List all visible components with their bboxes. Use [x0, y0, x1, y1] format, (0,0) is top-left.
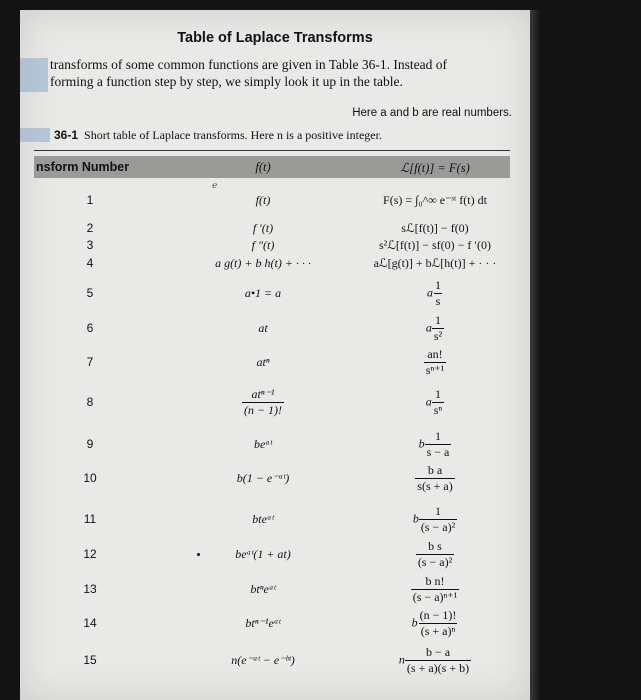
row-fs-coefficient: a — [425, 394, 432, 409]
intro-line-2: forming a function step by step, we simply look it up in the table. — [50, 74, 403, 89]
row-ft-numerator: atⁿ⁻¹ — [251, 387, 275, 401]
row-number: 14 — [83, 616, 97, 630]
table-caption-text: Short table of Laplace transforms. Here n is a positive integer. — [84, 128, 382, 142]
highlight-mark — [20, 58, 48, 75]
row-fs-coefficient: n — [398, 652, 405, 667]
row-ft — [198, 387, 328, 418]
row-fs — [350, 278, 520, 309]
table-top-rule — [34, 150, 510, 151]
row-fs — [350, 645, 520, 676]
row-number: 6 — [86, 321, 94, 335]
row-number: 9 — [86, 437, 94, 451]
row-fs-coefficient: b — [412, 511, 419, 526]
row-fs-denominator: s² — [433, 329, 443, 343]
row-fs-fraction — [433, 278, 443, 309]
row-fs-numerator: b − a — [425, 645, 451, 659]
row-number: 4 — [86, 256, 94, 270]
note-text: Here a and b are real numbers. — [352, 107, 512, 119]
row-fs — [350, 504, 520, 535]
row-ft: beᵃᵗ(1 + at) — [235, 547, 291, 561]
row-fs-coefficient: b — [411, 615, 418, 630]
row-fs-numerator: 1 — [434, 387, 441, 401]
row-fs: aℒ[g(t)] + bℒ[h(t)] + · · · — [373, 256, 497, 270]
row-fs-fraction — [411, 574, 459, 605]
row-number: 15 — [83, 653, 97, 667]
row-fs-fraction — [432, 313, 444, 344]
document-page — [20, 10, 530, 700]
row-fs: F(s) = ∫₀^∞ e⁻ˢᵗ f(t) dt — [383, 193, 487, 207]
row-fs-denominator: (s + a)ⁿ — [420, 624, 456, 638]
row-fs-numerator: 1 — [435, 313, 441, 327]
row-number: 2 — [86, 221, 94, 235]
row-number: 10 — [83, 471, 97, 485]
header-fs: ℒ[f(t)] = F(s) — [400, 161, 470, 175]
row-fs — [350, 429, 520, 460]
table-caption-label: 36-1 — [54, 128, 79, 142]
row-number: 13 — [83, 582, 97, 596]
row-fs — [350, 608, 520, 639]
row-fs-denominator: (s − a)² — [417, 555, 453, 569]
row-fs-numerator: an! — [427, 347, 443, 361]
row-number: 3 — [86, 238, 94, 252]
row-fs-fraction — [432, 387, 444, 418]
row-fs-coefficient: a — [427, 285, 433, 300]
row-fs: s²ℒ[f(t)] − sf(0) − f ′(0) — [378, 238, 492, 252]
row-fs-fraction — [415, 463, 454, 494]
row-fs-denominator: s(s + a) — [417, 479, 453, 493]
row-fs-fraction — [405, 645, 471, 676]
row-ft: beᵃᵗ — [253, 437, 273, 451]
row-fs-denominator: (s + a)(s + b) — [406, 661, 470, 675]
row-fs-denominator: sⁿ⁺¹ — [425, 363, 445, 377]
row-fs — [350, 463, 520, 494]
row-ft: btⁿ⁻¹eᵃᵗ — [245, 616, 281, 630]
row-fs-fraction — [418, 608, 459, 639]
row-fs — [350, 574, 520, 605]
page-edge-shadow — [530, 10, 540, 700]
row-number: 12 — [83, 547, 97, 561]
row-ft: atⁿ — [256, 355, 270, 369]
row-fs — [350, 347, 520, 378]
row-number: 11 — [83, 512, 97, 526]
row-fs — [350, 387, 520, 418]
row-fs-denominator: s — [435, 294, 441, 308]
row-ft: b(1 − e⁻ᵃᵗ) — [236, 471, 290, 485]
row-ft: btⁿeᵃᵗ — [250, 582, 276, 596]
row-fs-numerator: (n − 1)! — [419, 608, 457, 622]
row-ft: n(e⁻ᵃᵗ − e⁻ᵇᵗ) — [231, 653, 295, 667]
row-fs-numerator: 1 — [435, 278, 441, 292]
header-ft: f(t) — [255, 160, 271, 174]
intro-paragraph — [50, 56, 525, 90]
row-ft: a•1 = a — [244, 286, 282, 300]
row-ft-denominator: (n − 1)! — [243, 403, 283, 417]
row-ft: bteᵃᵗ — [252, 512, 274, 526]
row-fs-numerator: 1 — [434, 504, 441, 518]
row-fs-denominator: sⁿ — [433, 403, 443, 417]
row-fs-coefficient: b — [418, 436, 425, 451]
highlight-mark — [20, 128, 50, 142]
header-number: nsform Number — [36, 160, 130, 174]
row-fs-coefficient: a — [425, 320, 432, 335]
row-number: 8 — [86, 395, 94, 409]
row-fs-numerator: 1 — [434, 429, 441, 443]
page-title: Table of Laplace Transforms — [177, 30, 373, 46]
row-fs: sℒ[f(t)] − f(0) — [401, 221, 469, 235]
row-fs-fraction — [419, 504, 457, 535]
row-fs-numerator: b a — [427, 463, 443, 477]
row-fs — [350, 313, 520, 344]
pen-mark: ℯ — [212, 180, 218, 190]
row-number: 5 — [86, 286, 94, 300]
row-fs-fraction — [424, 347, 446, 378]
row-ft: f(t) — [255, 193, 271, 207]
row-fs — [350, 539, 520, 570]
intro-line-1: transforms of some common functions are given in Table 36-1. Instead of — [50, 57, 447, 72]
row-fs-denominator: (s − a)² — [420, 520, 456, 534]
row-fs-numerator: b n! — [425, 574, 445, 588]
row-ft: f ′(t) — [252, 221, 274, 235]
row-ft: at — [258, 321, 268, 335]
highlight-mark — [20, 75, 48, 92]
row-ft: f ″(t) — [251, 238, 275, 252]
row-ft: a g(t) + b h(t) + · · · — [215, 256, 311, 270]
table-caption — [54, 128, 382, 143]
row-fs-numerator: b s — [428, 539, 442, 553]
row-number: 7 — [86, 355, 94, 369]
row-fs-fraction — [425, 429, 452, 460]
row-number: 1 — [86, 193, 94, 207]
row-fs-denominator: (s − a)ⁿ⁺¹ — [412, 590, 458, 604]
row-fs-denominator: s − a — [426, 445, 450, 459]
row-ft-fraction — [242, 387, 284, 418]
row-fs-fraction — [416, 539, 454, 570]
